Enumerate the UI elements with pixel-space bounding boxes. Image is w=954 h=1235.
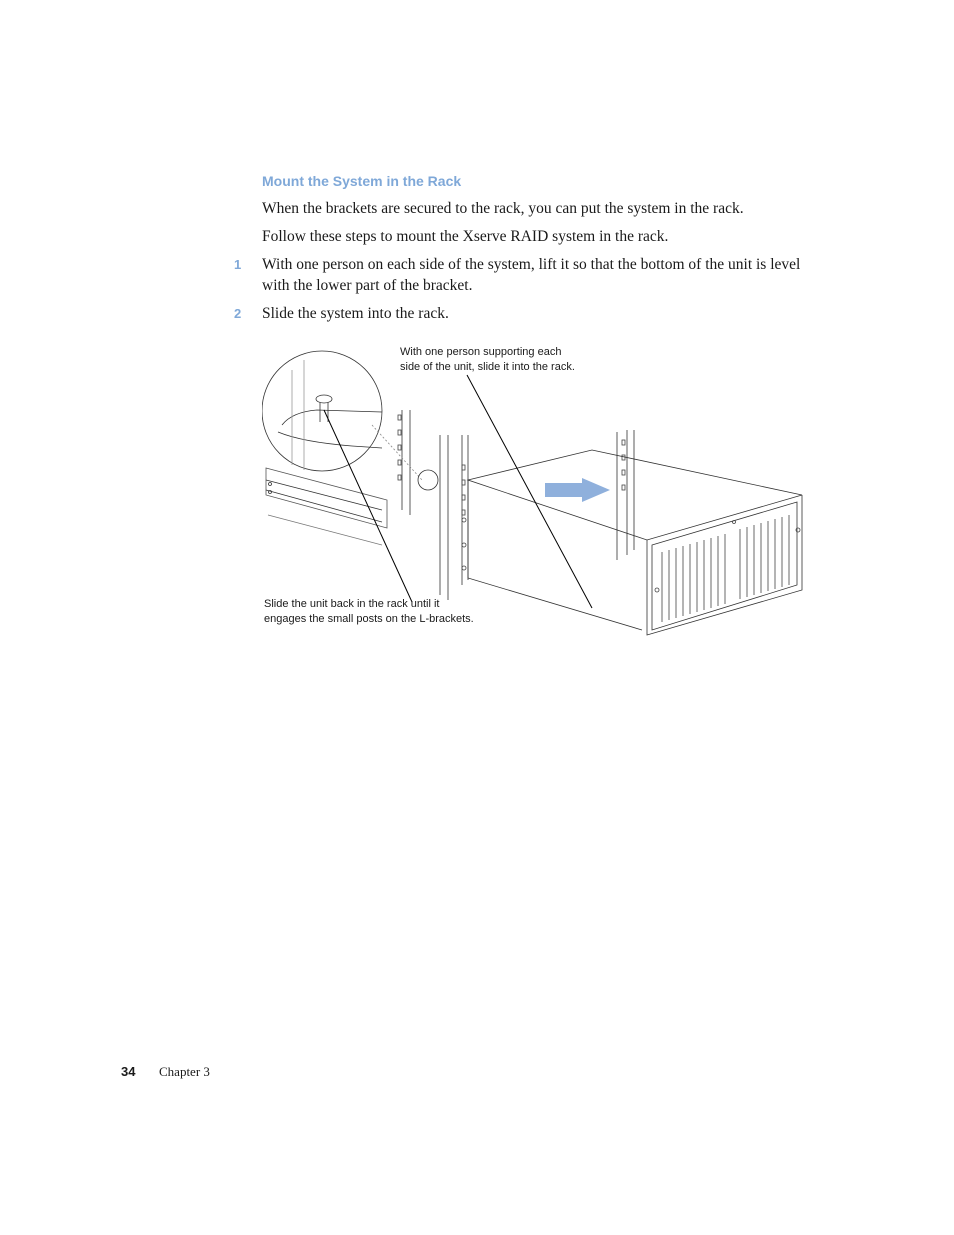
callout-top-line-2: side of the unit, slide it into the rack. (400, 361, 575, 373)
section-heading: Mount the System in the Rack (262, 173, 462, 189)
callout-bottom (264, 597, 474, 627)
callout-top-line-1: With one person supporting each (400, 346, 562, 358)
page-number: 34 (121, 1064, 136, 1079)
step-1-number: 1 (234, 257, 242, 272)
step-1-text: With one person on each side of the system, lift it so that the bottom of the unit is level with the lower part of the bracket. (262, 256, 801, 294)
chapter-label: Chapter 3 (159, 1064, 210, 1079)
step-2-number: 2 (234, 306, 242, 321)
direction-arrow-icon (545, 478, 610, 502)
detail-magnifier (262, 351, 382, 471)
callout-bottom-line-2: engages the small posts on the L-brackets. (264, 613, 474, 625)
step-2-text: Slide the system into the rack. (262, 305, 449, 322)
callout-bottom-line-1: Slide the unit back in the rack until it (264, 598, 440, 610)
rack-mount-illustration (262, 340, 812, 640)
lead-paragraph: Follow these steps to mount the Xserve RAID system in the rack. (262, 228, 669, 245)
rack-mount-drawing (262, 340, 812, 640)
callout-top (400, 345, 575, 375)
intro-paragraph: When the brackets are secured to the rack, you can put the system in the rack. (262, 200, 744, 217)
